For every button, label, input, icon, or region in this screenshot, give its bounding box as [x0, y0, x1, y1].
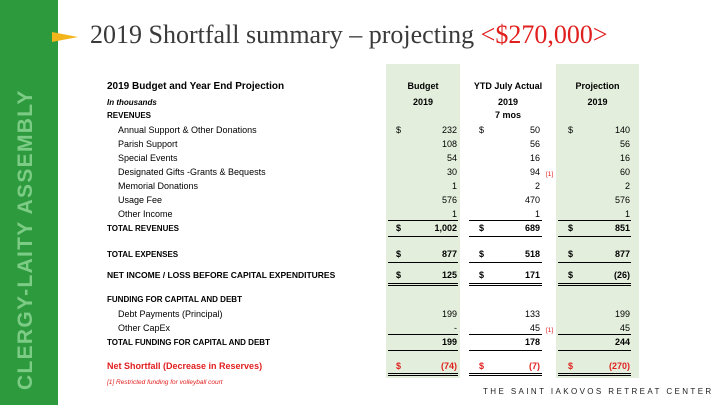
projection-currency-sign: $ [568, 249, 574, 259]
budget-value: 1,002 [434, 223, 457, 233]
footer-brand: THE SAINT IAKOVOS RETREAT CENTER [483, 387, 714, 396]
ytd-value: 133 [524, 309, 540, 319]
ytd-currency-sign: $ [479, 125, 485, 135]
projection-value: 199 [614, 309, 630, 319]
projection-value: 877 [614, 249, 630, 259]
ytd-value: 16 [529, 153, 540, 163]
projection-value: 244 [614, 337, 630, 347]
rule-line [558, 350, 631, 351]
budget-currency-sign: $ [396, 249, 402, 259]
row-label: Net Shortfall (Decrease in Reserves) [107, 361, 263, 371]
projection-value: 1 [624, 209, 630, 219]
ytd-value: 470 [524, 195, 540, 205]
footnote-marker: [1] [546, 327, 554, 334]
rule-line [558, 262, 631, 263]
row-label: NET INCOME / LOSS BEFORE CAPITAL EXPENDITURES [107, 270, 336, 280]
budget-value: (74) [440, 361, 457, 371]
slide-title [90, 20, 608, 50]
budget-currency-sign: $ [396, 223, 402, 233]
ytd-value: 689 [524, 223, 540, 233]
rule-line [469, 283, 542, 286]
footnote: [1] Restricted funding for volleyball court [107, 379, 223, 386]
budget-value: 877 [441, 249, 457, 259]
projection-header: Projection [575, 81, 620, 91]
sidebar [0, 0, 58, 405]
row-label: Other CapEx [118, 323, 171, 333]
budget-value: 125 [441, 270, 457, 280]
footnote-marker: [1] [546, 171, 554, 178]
row-label: Parish Support [118, 139, 178, 149]
ytd-currency-sign: $ [479, 249, 485, 259]
rule-line [388, 334, 458, 335]
projection-year: 2019 [587, 97, 608, 107]
budget-value: 232 [441, 125, 457, 135]
projection-value: (26) [613, 270, 630, 280]
projection-value: 2 [624, 181, 630, 191]
rule-line [469, 334, 542, 335]
budget-value: 576 [441, 195, 457, 205]
ytd-value: 171 [524, 270, 540, 280]
ytd-value: 94 [529, 167, 540, 177]
budget-value: 199 [441, 337, 457, 347]
row-label: Other Income [118, 209, 173, 219]
ytd-value: 2 [534, 181, 540, 191]
rule-line [388, 262, 458, 263]
ytd-value: 50 [529, 125, 540, 135]
budget-value: 1 [451, 209, 457, 219]
row-label: TOTAL REVENUES [107, 224, 180, 233]
budget-value: 54 [446, 153, 457, 163]
row-label: Special Events [118, 153, 178, 163]
rule-line [388, 373, 458, 376]
table-heading: 2019 Budget and Year End Projection [107, 81, 285, 92]
rule-line [469, 220, 542, 221]
table-subheading: In thousands [107, 98, 157, 107]
projection-value: 576 [614, 195, 630, 205]
row-label: Memorial Donations [118, 181, 199, 191]
projection-currency-sign: $ [568, 361, 574, 371]
rule-line [558, 334, 631, 335]
projection-currency-sign: $ [568, 223, 574, 233]
budget-currency-sign: $ [396, 125, 402, 135]
rule-line [558, 236, 631, 237]
ytd-currency-sign: $ [479, 270, 485, 280]
row-label: Designated Gifts -Grants & Bequests [118, 167, 266, 177]
ytd-currency-sign: $ [479, 361, 485, 371]
budget-currency-sign: $ [396, 270, 402, 280]
budget-value: 199 [441, 309, 457, 319]
title-amount: <$270,000> [480, 20, 608, 49]
arrow-icon [52, 32, 78, 42]
funding-label: FUNDING FOR CAPITAL AND DEBT [107, 295, 242, 304]
row-label: TOTAL FUNDING FOR CAPITAL AND DEBT [107, 338, 270, 347]
sidebar-title: CLERGY-LAITY ASSEMBLY [14, 89, 37, 390]
projection-value: 60 [619, 167, 630, 177]
rule-line [469, 350, 542, 351]
projection-value: 16 [619, 153, 630, 163]
rule-line [388, 236, 458, 237]
revenues-label: REVENUES [107, 111, 152, 120]
title-text: 2019 Shortfall summary – projecting [90, 20, 481, 49]
projection-currency-sign: $ [568, 125, 574, 135]
row-label: Annual Support & Other Donations [118, 125, 257, 135]
rule-line [558, 283, 631, 286]
row-label: TOTAL EXPENSES [107, 250, 179, 259]
ytd-currency-sign: $ [479, 223, 485, 233]
ytd-value: 178 [524, 337, 540, 347]
rule-line [558, 373, 631, 376]
rule-line [469, 236, 542, 237]
ytd-year: 2019 [497, 97, 519, 107]
rule-line [469, 262, 542, 263]
ytd-value: 1 [534, 209, 540, 219]
ytd-subheader: 7 mos [494, 110, 521, 120]
budget-currency-sign: $ [396, 361, 402, 371]
ytd-value: (7) [529, 361, 540, 371]
budget-value: - [454, 323, 457, 333]
ytd-value: 518 [524, 249, 540, 259]
rule-line [388, 220, 458, 221]
budget-value: 1 [451, 181, 457, 191]
rule-line [388, 283, 458, 286]
rule-line [388, 350, 458, 351]
row-label: Usage Fee [118, 195, 163, 205]
rule-line [558, 220, 631, 221]
projection-value: 851 [614, 223, 630, 233]
ytd-header: YTD July Actual [473, 81, 543, 91]
budget-value: 30 [446, 167, 457, 177]
row-label: Debt Payments (Principal) [118, 309, 223, 319]
projection-value: 140 [614, 125, 630, 135]
budget-header: Budget [407, 81, 439, 91]
projection-value: (270) [608, 361, 630, 371]
projection-currency-sign: $ [568, 270, 574, 280]
ytd-value: 45 [529, 323, 540, 333]
budget-value: 108 [441, 139, 457, 149]
projection-value: 45 [619, 323, 630, 333]
projection-value: 56 [619, 139, 630, 149]
rule-line [469, 373, 542, 376]
budget-year: 2019 [412, 97, 434, 107]
ytd-value: 56 [529, 139, 540, 149]
